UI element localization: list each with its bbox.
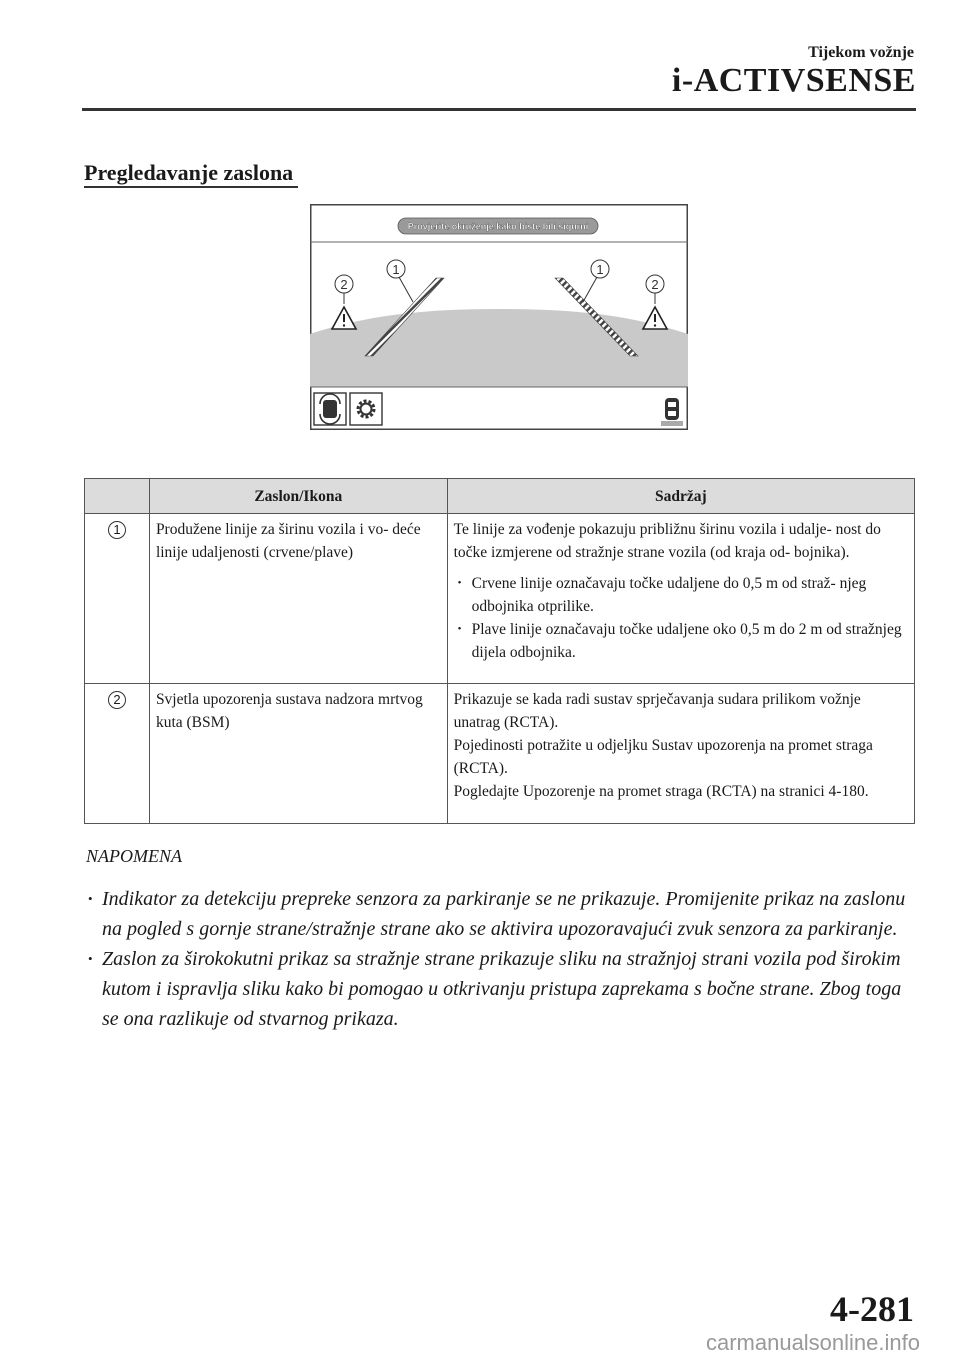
bullet-item: • Crvene linije označavaju točke udaljene do 0,5 m od straž- njeg odbojnika otprilike. xyxy=(454,572,908,618)
row-bullet-list xyxy=(454,572,908,664)
table-row xyxy=(85,684,915,824)
ground-area xyxy=(310,309,688,387)
row-number-cell xyxy=(85,684,150,824)
table-header-content: Sadržaj xyxy=(447,479,914,514)
running-header-title: i-ACTIVSENSE xyxy=(671,62,916,99)
row-item-cell: Produžene linije za širinu vozila i vo- deće linije udaljenosti (crvene/plave) xyxy=(149,514,447,684)
camera-screen-illustration xyxy=(310,204,688,430)
banner-text: Provjerite okruženje kako biste bili sigurni xyxy=(407,221,589,232)
table-row xyxy=(85,514,915,684)
row-content-line: Prikazuje se kada radi sustav sprječavanja sudara prilikom vožnje unatrag (RCTA). xyxy=(453,691,861,731)
callout-right-2-label: 2 xyxy=(651,277,659,292)
row-content-cell xyxy=(447,514,914,684)
row-number-badge: 2 xyxy=(108,691,126,709)
section-title: Pregledavanje zaslona xyxy=(84,160,294,185)
table-header-display: Zaslon/Ikona xyxy=(149,479,447,514)
page-number: 4-281 xyxy=(830,1289,914,1329)
row-number-cell xyxy=(85,514,150,684)
table-header-num xyxy=(85,479,150,514)
callout-right-1-label: 1 xyxy=(596,262,604,277)
row-item-cell: Svjetla upozorenja sustava nadzora mrtvog kuta (BSM) xyxy=(149,684,447,824)
row-content-cell xyxy=(447,684,914,824)
settings-gear-icon xyxy=(350,393,382,425)
section-title-underline xyxy=(84,186,298,188)
running-header-section: Tijekom vožnje xyxy=(808,44,914,61)
display-info-table xyxy=(84,478,915,824)
row-content-text: Te linije za vođenje pokazuju približnu širinu vozila i udalje- nost do točke izmjerene od stražnje strane vozila (od kraja od- bojnika). xyxy=(453,521,881,561)
note-list xyxy=(88,884,918,1034)
row-number-badge: 1 xyxy=(108,521,126,539)
note-item: • Indikator za detekciju prepreke senzora za parkiranje se ne prikazuje. Promijenite prikaz na zaslonu na pogled s gornje strane/stražnje strane ako se aktivira upozoravajući zvuk senzora za parkiranje. xyxy=(88,884,918,944)
watermark: carmanualsonline.info xyxy=(705,1330,920,1355)
row-content-line: Pogledajte Upozorenje na promet straga (RCTA) na stranici 4-180. xyxy=(453,783,869,800)
callout-left-2-label: 2 xyxy=(340,277,348,292)
note-title: NAPOMENA xyxy=(86,846,182,866)
header-rule xyxy=(82,108,916,111)
note-item: • Zaslon za širokokutni prikaz sa stražnje strane prikazuje sliku na stražnjoj strani vozila pod širokim kutom i ispravlja sliku kako bi pomogao u otkrivanju pristupa zaprekama s bočne strane. Zbog toga se ona razlikuje od stvarnog prikaza. xyxy=(88,944,918,1034)
bullet-item: • Plave linije označavaju točke udaljene oko 0,5 m do 2 m od stražnjeg dijela odbojnika. xyxy=(454,618,908,664)
callout-left-1-label: 1 xyxy=(392,262,400,277)
view-switch-icon xyxy=(314,393,346,425)
row-content-line: Pojedinosti potražite u odjeljku Sustav upozorenja na promet straga (RCTA). xyxy=(453,737,873,777)
table-header-row xyxy=(85,479,915,514)
